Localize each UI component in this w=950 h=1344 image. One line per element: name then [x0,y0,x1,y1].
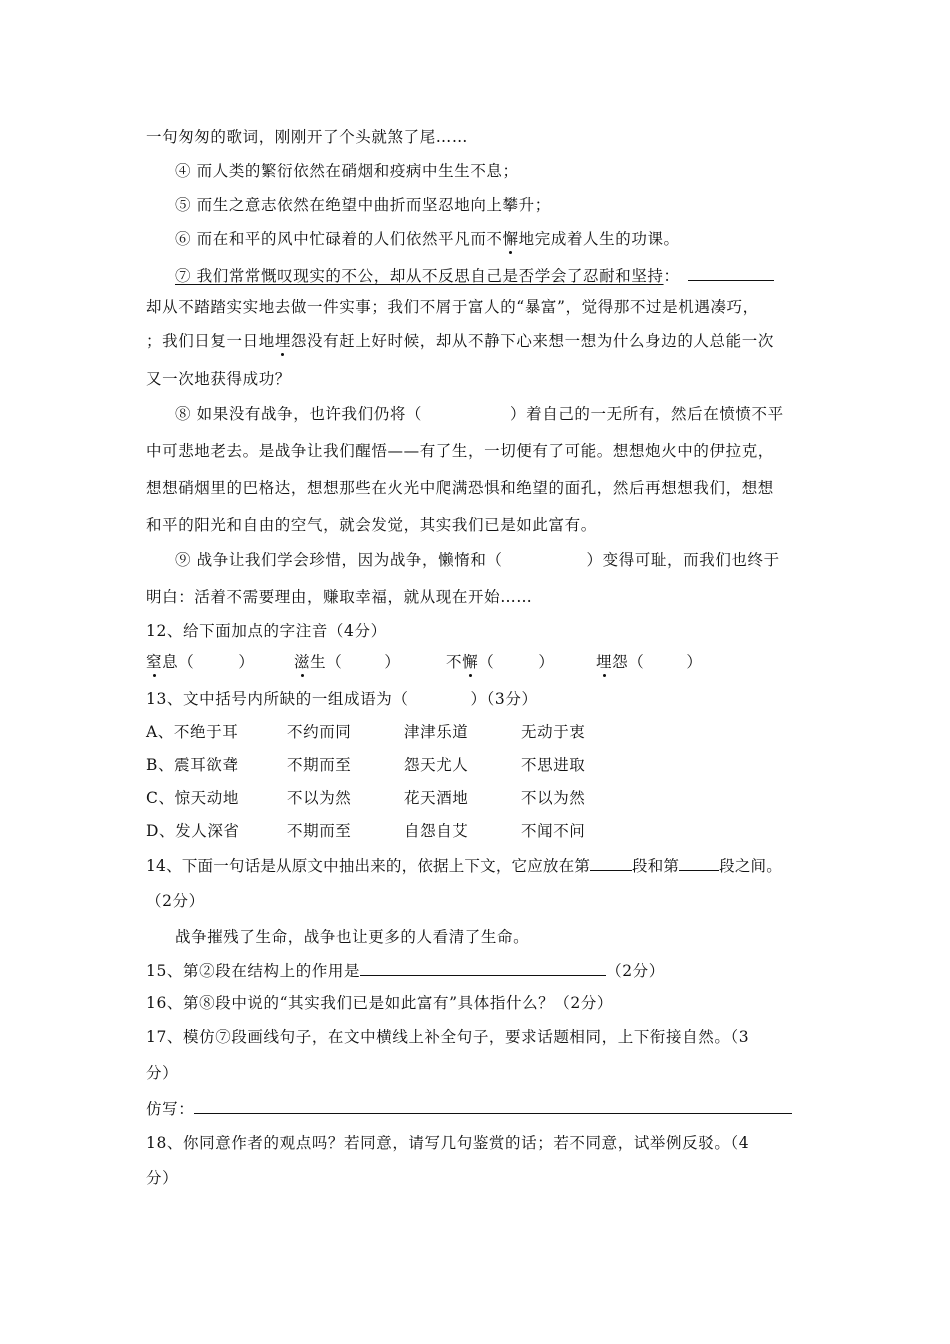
p6-text-b: 地完成着人生的功课。 [518,230,680,248]
p8-text-a: ⑧ 如果没有战争，也许我们仍将（ [175,405,423,423]
q13-option-c [146,788,666,810]
p7-answer-blank[interactable] [688,265,774,281]
q15-score: （2分） [606,962,665,980]
question-12-items [146,652,766,676]
q12-item-1-dotted-char: 窒 [146,653,163,671]
paragraph-7-line-2: 却从不踏踏实实地去做一件实事；我们不屑于富人的“暴富”，觉得那不过是机遇凑巧， [146,298,759,316]
q12-item-3-dotted-char: 懈 [462,653,479,671]
paragraph-6 [175,229,680,249]
q13-option-c-idiom-2: 不以为然 [287,789,352,807]
paragraph-5: ⑤ 而生之意志依然在绝望中曲折而坚忍地向上攀升； [175,196,551,214]
q12-item-2-dotted-char: 滋 [294,653,311,671]
q12-item-3-close: ） [538,653,555,671]
passage-line-0: 一句匆匆的歌词，刚刚开了个头就煞了尾…… [146,128,469,146]
q12-item-4-close: ） [686,653,703,671]
q13-option-d-label: D、发人深省 [146,822,240,840]
q13-option-a-label: A、不绝于耳 [146,723,239,741]
q12-item-2-text: 生（ [310,653,343,671]
q13-option-b-idiom-4: 不思进取 [521,756,586,774]
q13-option-b-label: B、震耳欲聋 [146,756,239,774]
question-14-stem [146,855,782,876]
q12-item-3-text: （ [478,653,495,671]
p9-text-a: ⑨ 战争让我们学会珍惜，因为战争，懒惰和（ [175,551,503,569]
q13-option-d-idiom-4: 不闻不问 [521,822,586,840]
question-17-score: 分） [146,1064,179,1082]
paragraph-9-line-2: 明白：活着不需要理由，赚取幸福，就从现在开始…… [146,588,533,606]
q13-option-b-idiom-2: 不期而至 [287,756,352,774]
q15-stem: 15、第②段在结构上的作用是 [146,962,361,980]
q14-stem-end: 段之间。 [719,857,782,875]
question-13-stem [146,689,538,709]
q13-option-d-idiom-3: 自怨自艾 [404,822,469,840]
q13-option-d [146,821,666,843]
p8-text-b: ）着自己的一无所有，然后在愤愤不平 [510,405,784,423]
question-17-stem: 17、模仿⑦段画线句子，在文中横线上补全句子，要求话题相同，上下衔接自然。（3 [146,1028,750,1046]
q12-item-1 [146,652,254,672]
q13-option-c-idiom-4: 不以为然 [521,789,586,807]
paragraph-7-line-3 [146,331,774,351]
paragraph-7-line-4: 又一次地获得成功？ [146,370,291,388]
paragraph-4: ④ 而人类的繁衍依然在硝烟和疫病中生生不息； [175,162,519,180]
q15-answer-line[interactable] [360,960,606,976]
q12-item-2 [294,652,400,672]
p9-text-b: ）变得可耻，而我们也终于 [586,551,780,569]
q12-item-4-dotted-char: 埋 [596,653,613,671]
q14-stem-text: 14、下面一句话是从原文中抽出来的，依据上下文，它应放在第 [146,857,591,875]
q14-blank-2[interactable] [679,855,719,871]
p7-dotted-char: 埋 [274,332,291,350]
paragraph-8-line-3: 想想硝烟里的巴格达，想想那些在火光中爬满恐惧和绝望的面孔，然后再想想我们，想想 [146,479,774,497]
q13-option-a [146,722,666,744]
q12-item-1-text: 息（ [162,653,195,671]
q14-stem-mid: 段和第 [632,857,680,875]
q13-option-a-idiom-2: 不约而同 [287,723,352,741]
q12-item-2-close: ） [384,653,401,671]
q17-imitate-label: 仿写： [146,1100,195,1118]
q13-stem-text: 13、文中括号内所缺的一组成语为（ [146,690,409,708]
question-17-imitate [146,1098,792,1119]
q12-item-1-close: ） [238,653,255,671]
q12-item-3-pre: 不 [446,653,463,671]
q13-score: ）（3分） [470,690,538,708]
p6-dotted-char: 懈 [502,230,519,248]
paragraph-8-line-2: 中可悲地老去。是战争让我们醒悟——有了生，一切便有了可能。想想炮火中的伊拉克， [146,442,774,460]
q13-option-a-idiom-3: 津津乐道 [404,723,469,741]
question-12-stem: 12、给下面加点的字注音（4分） [146,622,387,640]
p7-l3-text-b: 怨没有赶上好时候，却从不静下心来想一想为什么身边的人总能一次 [290,332,774,350]
q13-option-c-label: C、惊天动地 [146,789,239,807]
question-16-stem: 16、第⑧段中说的“其实我们已是如此富有”具体指什么？（2分） [146,994,614,1012]
p7-l3-text-a: ；我们日复一日地 [146,332,275,350]
p7-colon: ： [663,267,680,285]
q12-item-3 [446,652,554,672]
paragraph-8-line-4: 和平的阳光和自由的空气，就会发觉，其实我们已是如此富有。 [146,516,597,534]
paragraph-9-line-1 [175,550,780,570]
question-14-score: （2分） [146,892,205,910]
q13-option-a-idiom-4: 无动于衷 [521,723,586,741]
paragraph-8-line-1 [175,404,784,424]
question-15 [146,960,665,981]
q13-option-b [146,755,666,777]
q17-imitate-line[interactable] [194,1098,792,1114]
question-18-score: 分） [146,1169,179,1187]
q13-option-b-idiom-3: 怨天尤人 [404,756,469,774]
p7-underlined-sentence: ⑦ 我们常常慨叹现实的不公，却从不反思自己是否学会了忍耐和坚持 [175,267,664,285]
p6-text-a: ⑥ 而在和平的风中忙碌着的人们依然平凡而不 [175,230,503,248]
question-18-stem: 18、你同意作者的观点吗？若同意，请写几句鉴赏的话；若不同意，试举例反驳。（4 [146,1134,750,1152]
paragraph-7-line-1 [175,265,774,286]
q14-blank-1[interactable] [590,855,632,871]
q12-item-4 [596,652,702,672]
q13-option-c-idiom-3: 花天酒地 [404,789,469,807]
q13-option-d-idiom-2: 不期而至 [287,822,352,840]
question-14-sentence: 战争摧残了生命，战争也让更多的人看清了生命。 [175,928,530,946]
q12-item-4-text: 怨（ [612,653,645,671]
